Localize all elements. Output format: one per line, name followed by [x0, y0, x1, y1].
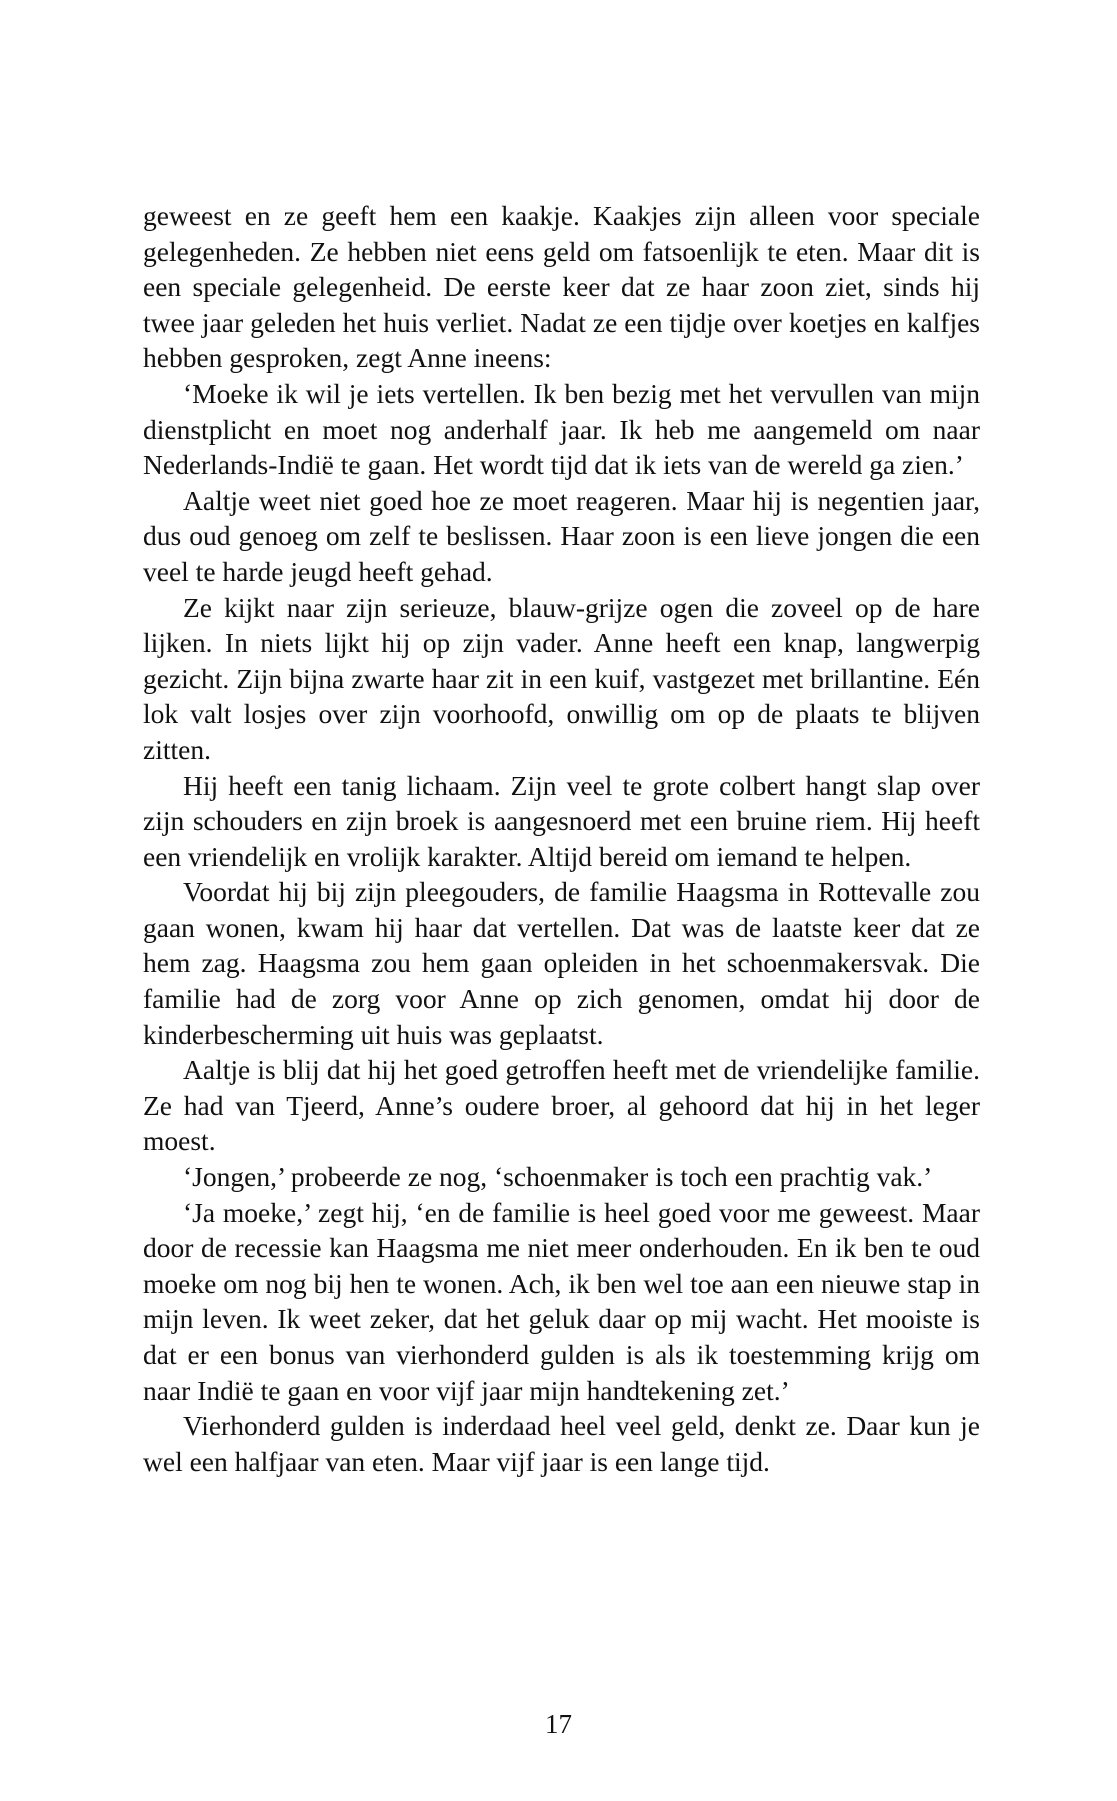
- paragraph-description-body: Hij heeft een tanig lichaam. Zijn veel te grote colbert hangt slap over zijn schouders en zijn broek is aangesnoerd met een bruine riem. Hij heeft een vriendelijk en vrolijk karakter. Altijd bereid om iemand te helpen.: [143, 769, 980, 872]
- paragraph-aaltje-glad: Aaltje is blij dat hij het goed getroffen heeft met de vriendelijke familie. Ze had van Tjeerd, Anne’s oudere broer, al gehoord dat hij in het leger moest.: [143, 1054, 980, 1157]
- paragraph-four-hundred-guilders: Vierhonderd gulden is inderdaad heel veel geld, denkt ze. Daar kun je wel een halfjaar van eten. Maar vijf jaar is een lange tijd.: [143, 1410, 980, 1477]
- paragraph-aaltje-reaction: Aaltje weet niet goed hoe ze moet reageren. Maar hij is negentien jaar, dus oud genoeg om zelf te beslissen. Haar zoon is een lieve jongen die een veel te harde jeugd heeft gehad.: [143, 484, 980, 587]
- paragraph-description-face: Ze kijkt naar zijn serieuze, blauw-grijze ogen die zoveel op de hare lijken. In niets lijkt hij op zijn vader. Anne heeft een knap, langwerpig gezicht. Zijn bijna zwarte haar zit in een kuif, vastgezet met brillantine. Eén lok valt losjes over zijn voorhoofd, onwillig om op de plaats te blijven zitten.: [143, 591, 980, 765]
- paragraph-anne-reply: ‘Ja moeke,’ zegt hij, ‘en de familie is heel goed voor me geweest. Maar door de recessie kan Haagsma me niet meer onderhouden. En ik ben te oud moeke om nog bij hen te wonen. Ach, ik ben wel toe aan een nieuwe stap in mijn leven. Ik weet zeker, dat het geluk daar op mij wacht. Het mooiste is dat er een bonus van vierhonderd gulden is als ik toestemming krijg om naar Indië te gaan en voor vijf jaar mijn handtekening zet.’: [143, 1196, 980, 1406]
- paragraph-continued: geweest en ze geeft hem een kaakje. Kaakjes zijn alleen voor speciale gelegenheden. Ze hebben niet eens geld om fatsoenlijk te eten. Maar dit is een speciale gelegenheid. De eerste keer dat ze haar zoon ziet, sinds hij twee jaar geleden het huis verliet. Nadat ze een tijdje over koetjes en kalfjes hebben gesproken, zegt Anne ineens:: [143, 200, 980, 374]
- page-number: 17: [545, 1709, 572, 1739]
- paragraph-foster-parents: Voordat hij bij zijn pleegouders, de familie Haagsma in Rottevalle zou gaan wonen, kwam hij haar dat vertellen. Dat was de laatste keer dat ze hem zag. Haagsma zou hem gaan opleiden in het schoenmakersvak. Die familie had de zorg voor Anne op zich genomen, omdat hij door de kinderbescherming uit huis was geplaatst.: [143, 876, 980, 1050]
- paragraph-anne-announcement: ‘Moeke ik wil je iets vertellen. Ik ben bezig met het vervullen van mijn dienstplicht en moet nog anderhalf jaar. Ik heb me aangemeld om naar Nederlands-Indië te gaan. Het wordt tijd dat ik iets van de wereld ga zien.’: [143, 377, 980, 481]
- paragraph-shoemaker: ‘Jongen,’ probeerde ze nog, ‘schoenmaker is toch een prachtig vak.’: [183, 1161, 933, 1193]
- body-text: [143, 198, 980, 1479]
